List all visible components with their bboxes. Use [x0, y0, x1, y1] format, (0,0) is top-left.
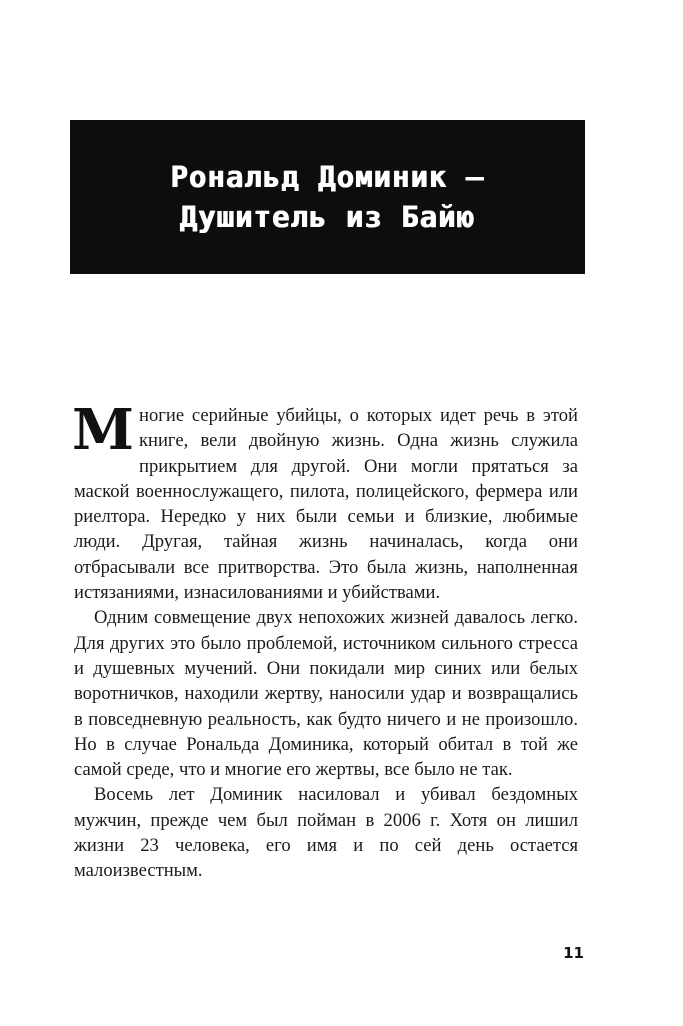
drop-cap-letter: М: [72, 397, 133, 463]
chapter-title-block: [70, 120, 585, 274]
page-number: 11: [563, 944, 584, 962]
chapter-title-line-1: Рональд Доминик —: [170, 160, 485, 194]
paragraph-2: Одним совмещение двух непохожих жизней давалось легко. Для других это было проблемой, источником сильного стресса и душевных мучений. Они покидали мир синих или белых воротничков, находили жертву, наносили удар и возвращались в повседневную реальность, как будто ничего и не произошло. Но в случае Рональда Доминика, который обитал в той же самой среде, что и многие его жертвы, все было не так.: [74, 607, 578, 781]
paragraph-1-text: ногие серийные убийцы, о которых идет речь в этой книге, вели двойную жизнь. Одна жизнь служила прикрытием для другой. Они могли прятаться за маской военнослужащего, пилота, полицейского, фермера или риелтора. Нередко у них были семьи и близкие, любимые люди. Другая, тайная жизнь начиналась, когда они отбрасывали все притворства. Это была жизнь, наполненная истязаниями, изнасилованиями и убийствами.: [74, 405, 578, 604]
chapter-body: [72, 397, 578, 884]
paragraph-1: [72, 397, 578, 605]
paragraph-3: Восемь лет Доминик насиловал и убивал бездомных мужчин, прежде чем был пойман в 2006 г. Хотя он лишил жизни 23 человека, его имя и по сей день остается малоизвестным.: [74, 784, 578, 882]
chapter-title-line-2: Душитель из Байю: [179, 200, 476, 234]
